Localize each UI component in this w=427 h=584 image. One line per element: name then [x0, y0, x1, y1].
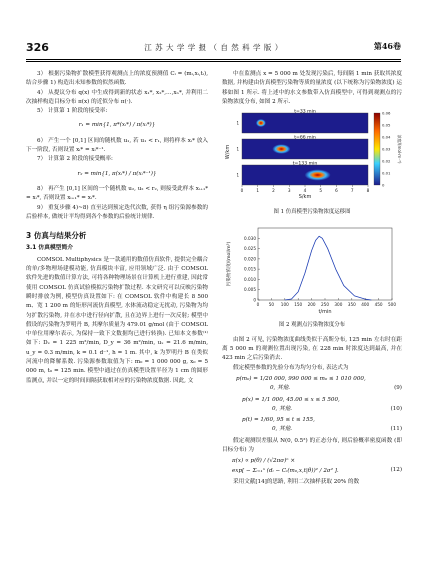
colorbar-tick-label: 0.06 — [382, 110, 391, 116]
step-5: 5） 计算第 1 阶段的接受率: — [37, 108, 108, 115]
header-rule — [26, 59, 401, 60]
equation-11-number: (11) — [390, 426, 402, 433]
x-tick-label: 2 — [272, 188, 275, 194]
y-tick-label: 0 — [253, 297, 256, 303]
intro-paragraph: 中在监测点 x = 5 000 m 处发现污染后, 每间隔 1 min 获取其浓度数据, 并构建由仿真模型污染物等质的量浓度 (以下统称为污染物浓度) 运移如图 1 所示. 将上述中的水文参数带入仿真模型中, 可得到观测点的污染物浓度分布, 如图 2 所示. — [222, 71, 402, 105]
volume-label: 第46卷 — [373, 41, 401, 51]
line-chart — [222, 222, 402, 318]
equation-12 — [222, 457, 402, 476]
figure-1-caption: 图 1 仿真模型污染物浓度运移图 — [273, 209, 351, 216]
pollutant-plume — [305, 170, 331, 181]
equation-10-line-2: 0, 其他. — [272, 405, 293, 412]
colorbar-tick-label: 0.04 — [382, 134, 391, 140]
x-tick-label: 500 — [388, 302, 396, 308]
equation-r2: r₂ = min{1, π(xᵢ*) / π(xᵢ*⁻¹)} — [77, 170, 157, 177]
x-tick-label: 200 — [307, 302, 316, 308]
x-tick-label: 50 — [268, 302, 275, 308]
prior-paragraph: 假定模型参数的先验分布为均匀分布, 表达式为 — [233, 364, 349, 371]
journal-name: 江 苏 大 学 学 报 （ 自 然 科 学 版 ） — [144, 43, 283, 52]
colorbar-tick-label: 0.05 — [382, 122, 391, 128]
x-tick-label: 1 — [256, 188, 260, 194]
x-tick-label: 7 — [350, 188, 354, 194]
equation-12-line-1: π(x) ∝ p(θ) / (√2πσ)ⁿ × — [232, 458, 296, 465]
header-rule-thin — [26, 61, 401, 62]
x-tick-label: 100 — [280, 302, 289, 308]
equation-10-line-1: p(x) = 1/1 000, 45.00 ≤ x ≤ 5 500, — [242, 396, 340, 403]
concentration-curve — [285, 237, 372, 301]
x-tick-label: 0 — [240, 188, 244, 194]
step-6: 6） 产生一个 [0,1] 区间的随机数 u₁, 若 u₁ < r₁, 则将样本 xᵢ* 放入下一阶段, 否则设置 xᵢ* = xᵢ*⁻¹. — [26, 137, 208, 154]
panel-time-label: t=33 min — [294, 109, 316, 115]
x-tick-label: 250 — [321, 302, 329, 308]
plot-frame — [258, 228, 392, 300]
right-column — [222, 70, 402, 487]
panel-time-label: t=66 min — [294, 135, 316, 141]
step-8: 8） 再产生 [0,1] 区间的一个随机数 u₂, u₂ < r₂, 则接受此样本 xᵢ₊₁* = xᵢ*, 否则设置 xᵢ₊₁* = xᵢ*. — [26, 185, 208, 202]
y-tick-label: 0.010 — [244, 277, 256, 283]
x-tick-label: 0 — [256, 302, 260, 308]
x-tick-label: 300 — [334, 302, 343, 308]
equation-10 — [222, 396, 402, 415]
pollutant-plume — [256, 119, 266, 127]
step-9: 9） 重复步骤 4)~8) 直至达到预定迭代次数, 获得 η 组污染源参数的后验样本, 做统计平均得到各个参数的后验统计规律. — [26, 204, 208, 220]
step-7: 7） 计算第 2 阶段的接受概率: — [37, 156, 113, 163]
closing-paragraph: 采用文献[14]的思路, 利用二次抽样获取 20% 的数 — [233, 478, 360, 485]
equation-11 — [222, 416, 402, 435]
x-tick-label: 4 — [303, 188, 307, 194]
colorbar-label: 浓度/(mol·m⁻³) — [397, 134, 402, 164]
y-tick-label: 0.030 — [244, 236, 256, 242]
equation-9-number: (9) — [394, 384, 402, 391]
y-tick-label: 0.025 — [244, 246, 256, 252]
equation-11-line-1: p(t) = 1/60, 95 ≤ t ≤ 155, — [242, 417, 315, 424]
y-tick-label: 0.005 — [244, 287, 256, 293]
x-tick-label: 450 — [374, 302, 383, 308]
simulation-paragraph: COMSOL Multiphysics 是一款通用的数值仿真软件, 提供完全耦合的单/多物理场建模功能, 仿真模块丰富, 应用领域广泛. 由于 COMSOL 软件先进的数值计算方法, 可将各种物理场景在计算机上进行重建, 因此常使用 COMSOL 仿真试验模拟污染物扩散过程. 本文研究可以反映污染物瞬时排放为例, 模型仿真设置如下: 在 COMSOL 软件中构建长 8 500 m、宽 1 200 m 的矩形河流仿真模型, 水体流动稳定无扰动, 污染物为均匀扩散污染物, 并在水中进行径向扩散, 且在边界上进行一次反射; 模型中假设的污染物为罗明丹 B, 其摩尔质量为 479.01 g/mol (由于 COMSOL 中单位用摩尔表示, 为保持一致下文数据均已进行转换). 已知本文参数⁽¹⁾如下: Dₓ = 1 225 m²/min, D_y = 36 m²/min, uₓ = 21.6 m/min, u_y = 0.3 m/min, k = 0.1 d⁻¹, h = 1 m. 其中, k 为罗明丹 B 在类似河流中的降解系数. 污染源参数取值为下: m₀ = 1 000 000 g, x₀ = 5 000 m, t₀ = 125 min. 模型中通过在仿真模型设置半径为 1 cm 的圆形监测点, 并以一定的时间间隔获取相对应的污染物浓度数据. 因此, 文 — [26, 256, 208, 384]
y-axis-label: W/km — [225, 144, 231, 160]
error-paragraph: 假定观测误差服从 N(0, 0.5²) 的正态分布, 则后验概率密度函数 (即目标分布) 为 — [222, 437, 402, 454]
section-title: 3 仿真与结果分析 — [26, 231, 87, 241]
equation-11-line-2: 0, 其他. — [272, 426, 293, 433]
colorbar-tick-label: 0.02 — [382, 158, 391, 164]
x-tick-label: 5 — [319, 188, 323, 194]
equation-12-number: (12) — [390, 467, 402, 474]
left-column — [26, 70, 208, 386]
heatmap-panel — [242, 139, 368, 159]
equation-12-line-2: exp[ − Σᵢ₌₁ⁿ (dᵢ − Cᵢ(m₀,x,t|θ))² / 2σ² ]. — [232, 467, 339, 474]
x-tick-label: 3 — [287, 188, 291, 194]
x-tick-label: 400 — [361, 302, 370, 308]
figure-2 — [222, 222, 402, 318]
equation-9-line-2: 0, 其他. — [270, 385, 291, 392]
step-3: 3） 根据污染物扩散模型获得观测点上的浓度预测值 Cᵢ = (mᵢ,xᵢ,tᵢ), 结合步骤 1) 构造出未知参数的似然函数. — [26, 71, 208, 87]
page-number: 326 — [26, 41, 49, 54]
y-tick-label: 1 — [236, 146, 239, 152]
subsection-title: 3.1 仿真模型简介 — [26, 245, 74, 252]
figure-1 — [222, 109, 402, 205]
colorbar-tick-label: 0.03 — [382, 146, 391, 152]
y-tick-label: 1 — [236, 172, 239, 178]
colorbar — [374, 113, 380, 185]
figure-2-caption: 图 2 观测点污染物浓度分布 — [278, 322, 346, 329]
equation-10-number: (10) — [390, 405, 402, 412]
step-4: 4） 从提议分布 q(x) 中生成得到新的状态 x₁*, x₂*,…,xₙ*, 并利用二次抽样构造目标分布 π(x) 的近似分布 π(·). — [26, 89, 208, 105]
x-tick-label: 8 — [366, 188, 370, 194]
y-tick-label: 0.020 — [244, 256, 256, 262]
y-axis-label: 污染物浓度/(mol/m³) — [227, 242, 232, 287]
x-axis-label: S/km — [298, 194, 312, 201]
equation-r1: r₁ = min{1, π*(xᵢ*) / π(xᵢ*)} — [78, 122, 156, 129]
colorbar-tick-label: 0.01 — [382, 170, 391, 176]
panel-time-label: t=133 min — [292, 161, 318, 167]
x-axis-label: t/min — [318, 309, 332, 316]
heatmap-figure — [222, 109, 402, 205]
x-tick-label: 6 — [335, 188, 338, 194]
colorbar-tick-label: 0 — [382, 182, 385, 188]
equation-9-line-1: p(m₀) = 1/20 000, 990 000 ≤ m₀ ≤ 1 010 000, — [236, 375, 366, 382]
result-paragraph: 由图 2 可见, 污染物浓度曲线类似于高斯分布, 125 min 左右时在距离 5 000 m 的观测位置出现污染, 在 228 min 时浓度达到最高, 并在 423 min 之后污染消去. — [222, 336, 402, 362]
x-tick-label: 350 — [347, 302, 356, 308]
equation-9 — [222, 375, 402, 394]
y-tick-label: 0.015 — [244, 267, 256, 273]
pollutant-plume — [272, 144, 290, 154]
y-tick-label: 1 — [236, 120, 239, 126]
x-tick-label: 150 — [294, 302, 303, 308]
running-header — [0, 38, 427, 60]
